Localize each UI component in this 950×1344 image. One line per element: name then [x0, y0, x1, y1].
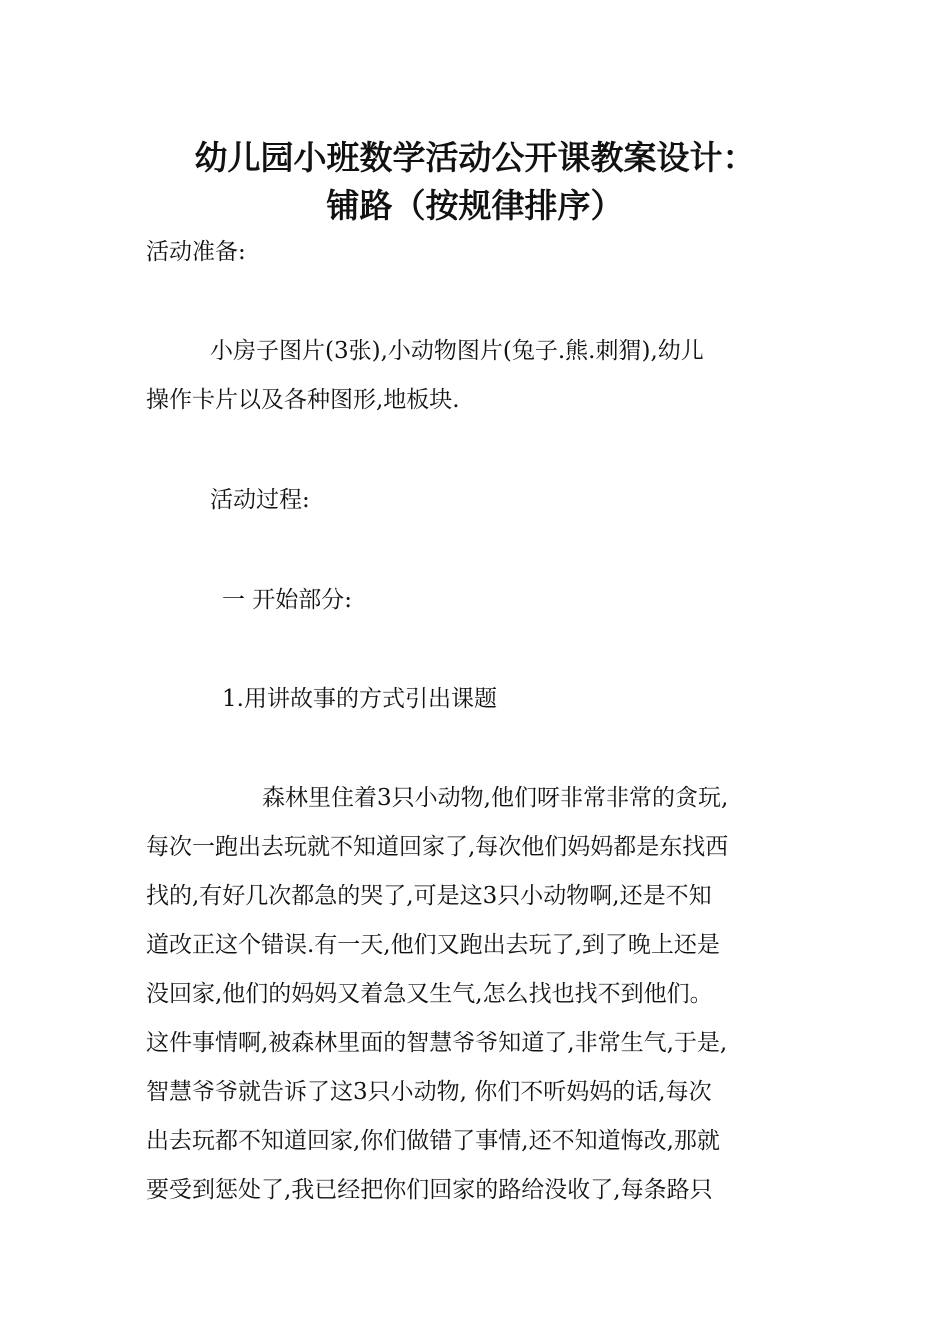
prep-heading: 活动准备: [146, 239, 246, 265]
story-line: 每次一跑出去玩就不知道回家了,每次他们妈妈都是东找西 [146, 834, 729, 860]
document-title-line-2: 铺路（按规律排序） [326, 186, 624, 225]
story-line: 找的,有好几次都急的哭了,可是这3只小动物啊,还是不知 [146, 883, 712, 909]
item-one: 1.用讲故事的方式引出课题 [222, 686, 497, 712]
document-title-line-1: 幼儿园小班数学活动公开课教案设计： [194, 138, 756, 177]
prep-text-line-1: 小房子图片(3张),小动物图片(兔子.熊.刺猬),幼儿 [210, 338, 704, 364]
process-heading: 活动过程: [210, 487, 310, 513]
section-one-heading: 一 开始部分: [222, 587, 353, 613]
story-line: 这件事情啊,被森林里面的智慧爷爷知道了,非常生气,于是, [146, 1030, 728, 1056]
story-line: 没回家,他们的妈妈又着急又生气,怎么找也找不到他们。 [146, 981, 713, 1007]
story-line: 道改正这个错误.有一天,他们又跑出去玩了,到了晚上还是 [146, 932, 720, 958]
story-line: 要受到惩处了,我已经把你们回家的路给没收了,每条路只 [146, 1177, 713, 1203]
story-line: 智慧爷爷就告诉了这3只小动物, 你们不听妈妈的话,每次 [146, 1079, 712, 1105]
story-line: 森林里住着3只小动物,他们呀非常非常的贪玩, [262, 785, 729, 811]
story-line: 出去玩都不知道回家,你们做错了事情,还不知道悔改,那就 [146, 1128, 720, 1154]
prep-text-line-2: 操作卡片以及各种图形,地板块. [146, 387, 460, 413]
